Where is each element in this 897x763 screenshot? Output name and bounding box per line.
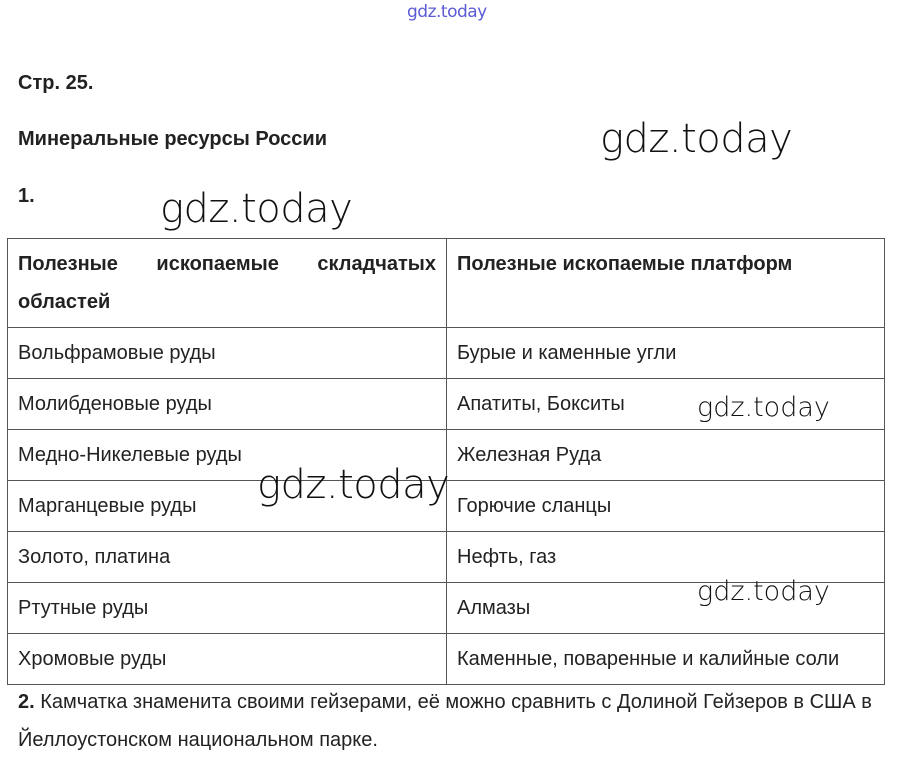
section-title: Минеральные ресурсы России (18, 128, 328, 150)
table-cell: Хромовые руды (8, 634, 447, 685)
table-cell: Золото, платина (8, 532, 447, 583)
watermark: gdz.today (257, 462, 450, 508)
table-cell: Алмазы (447, 583, 885, 634)
table-cell: Молибденовые руды (8, 379, 447, 430)
table-cell: Бурые и каменные угли (447, 328, 885, 379)
table-cell: Каменные, поваренные и калийные соли (447, 634, 885, 685)
table-cell: Железная Руда (447, 430, 885, 481)
header-folded-areas: Полезные ископаемые складчатых областей (8, 239, 447, 328)
task-2 (18, 683, 880, 759)
watermark: gdz.today (160, 186, 353, 232)
page-reference: Стр. 25. (18, 72, 94, 94)
watermark: gdz.today (600, 116, 793, 162)
table-header-row (8, 239, 885, 328)
watermark: gdz.today (697, 392, 830, 423)
table-cell: Медно-Никелевые руды (8, 430, 447, 481)
table-row (8, 328, 885, 379)
table-cell: Вольфрамовые руды (8, 328, 447, 379)
task-1-number: 1. (18, 185, 35, 207)
task-2-number: 2. (18, 691, 35, 713)
table-cell: Апатиты, Бокситы (447, 379, 885, 430)
header-platforms: Полезные ископаемые платформ (447, 239, 885, 328)
task-2-text: Камчатка знаменита своими гейзерами, её можно сравнить с Долиной Гейзеров в США в Йеллоустонском национальном парке. (18, 691, 872, 751)
table-row (8, 634, 885, 685)
table-row (8, 532, 885, 583)
watermark: gdz.today (697, 576, 830, 607)
table-cell: Ртутные руды (8, 583, 447, 634)
table-cell: Горючие сланцы (447, 481, 885, 532)
table-cell: Марганцевые руды (8, 481, 447, 532)
watermark-top: gdz.today (407, 2, 487, 22)
table-cell: Нефть, газ (447, 532, 885, 583)
